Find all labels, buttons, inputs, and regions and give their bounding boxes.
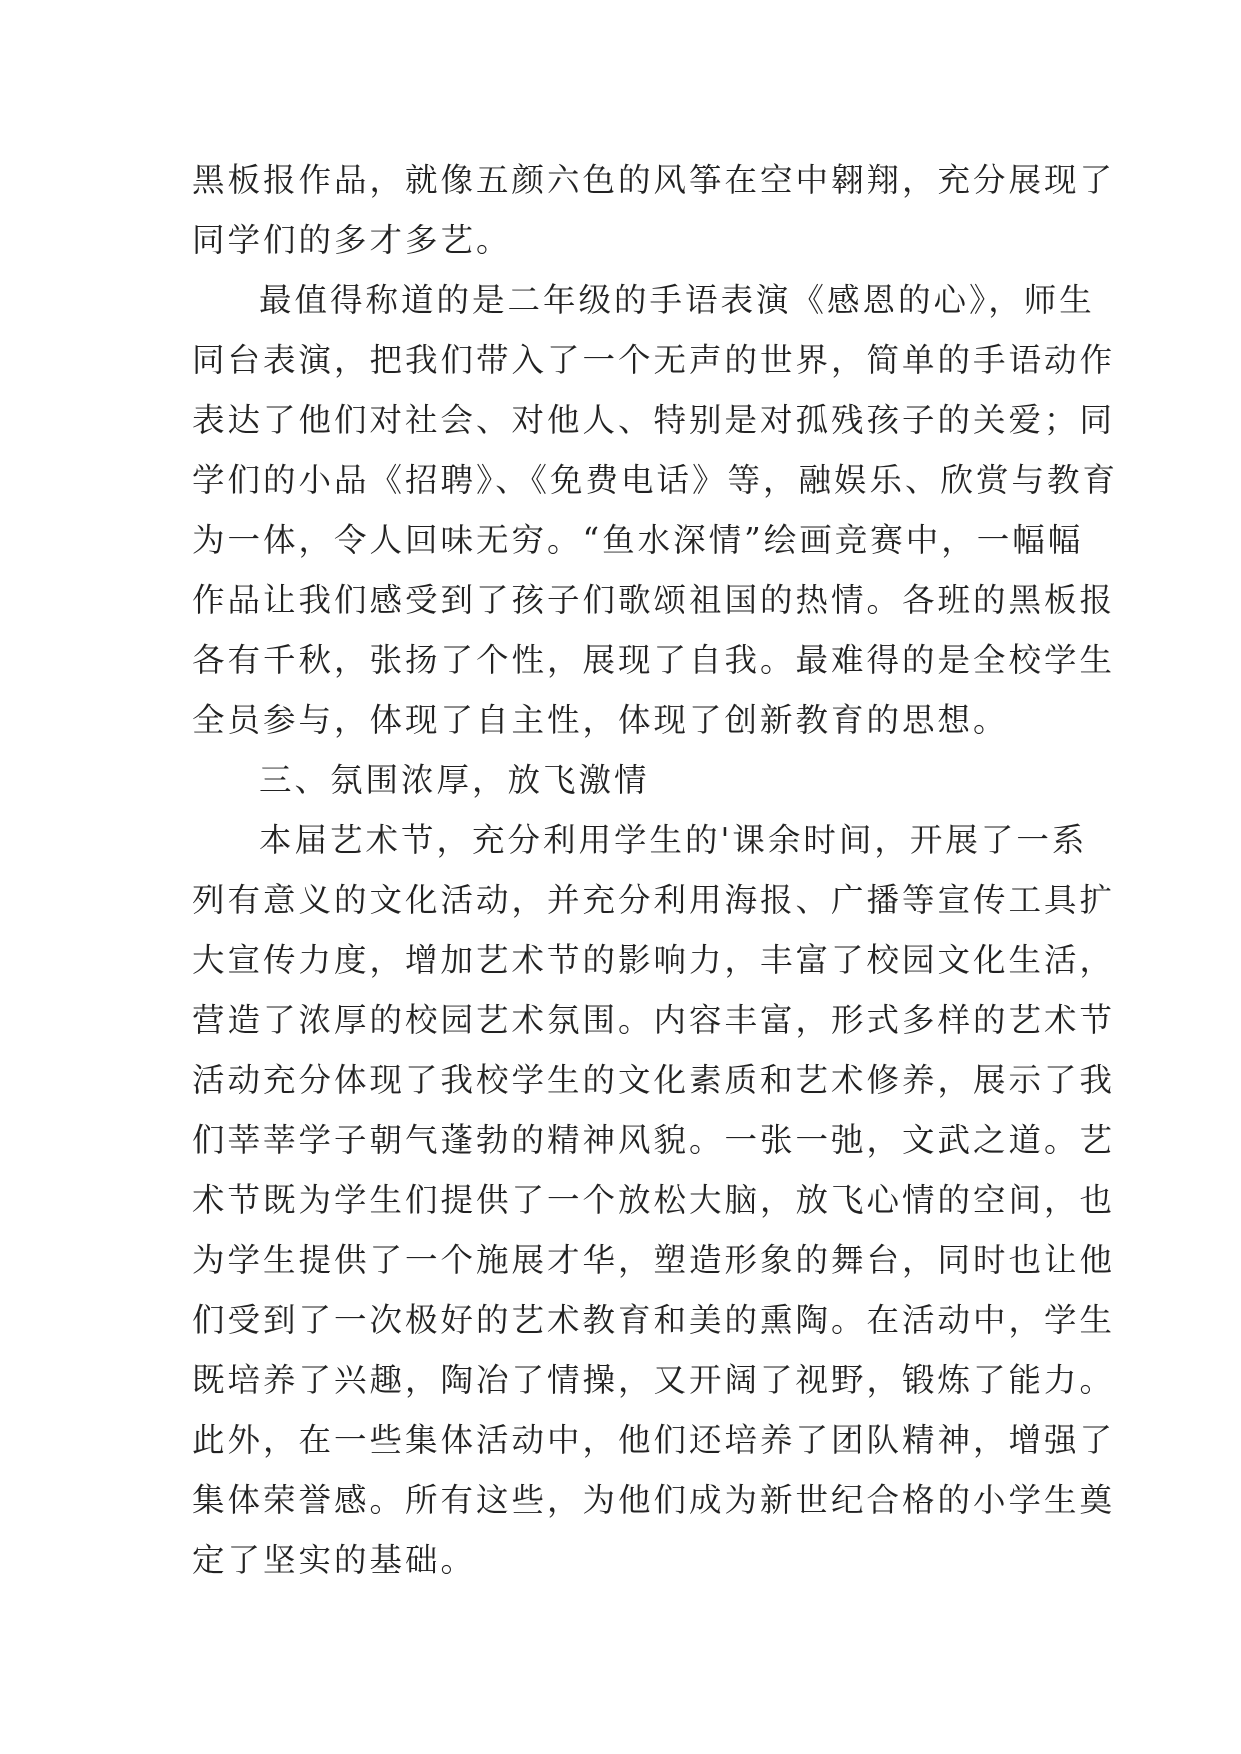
text-line: 为一体，令人回味无穷。“鱼水深情”绘画竞赛中，一幅幅: [192, 521, 1084, 559]
text-line: 各有千秋，张扬了个性，展现了自我。最难得的是全校学生: [192, 641, 1116, 679]
text-line: 同学们的多才多艺。: [192, 221, 512, 259]
text-line: 们受到了一次极好的艺术教育和美的熏陶。在活动中，学生: [192, 1301, 1116, 1339]
text-line: 表达了他们对社会、对他人、特别是对孤残孩子的关爱；同: [192, 401, 1116, 439]
text-line: 们莘莘学子朝气蓬勃的精神风貌。一张一弛，文武之道。艺: [192, 1121, 1116, 1159]
text-line: 定了坚实的基础。: [192, 1541, 477, 1579]
text-line: 为学生提供了一个施展才华，塑造形象的舞台，同时也让他: [192, 1241, 1116, 1279]
text-line: 术节既为学生们提供了一个放松大脑，放飞心情的空间，也: [192, 1181, 1116, 1219]
body-text: [192, 150, 1119, 1590]
text-line: 大宣传力度，增加艺术节的影响力，丰富了校园文化生活，: [192, 941, 1116, 979]
text-line: 三、氛围浓厚，放飞激情: [259, 761, 650, 799]
text-line: 全员参与，体现了自主性，体现了创新教育的思想。: [192, 701, 1009, 739]
text-line: 既培养了兴趣，陶冶了情操，又开阔了视野，锻炼了能力。: [192, 1361, 1116, 1399]
text-line: 黑板报作品，就像五颜六色的风筝在空中翱翔，充分展现了: [192, 161, 1116, 199]
text-line: 同台表演，把我们带入了一个无声的世界，简单的手语动作: [192, 341, 1116, 379]
text-line: 列有意义的文化活动，并充分利用海报、广播等宣传工具扩: [192, 881, 1116, 919]
text-line: 作品让我们感受到了孩子们歌颂祖国的热情。各班的黑板报: [192, 581, 1116, 619]
text-line: 集体荣誉感。所有这些，为他们成为新世纪合格的小学生奠: [192, 1481, 1116, 1519]
text-line: 本届艺术节，充分利用学生的'课余时间，开展了一系: [259, 821, 1088, 859]
text-line: 营造了浓厚的校园艺术氛围。内容丰富，形式多样的艺术节: [192, 1001, 1116, 1039]
text-line: 此外，在一些集体活动中，他们还培养了团队精神，增强了: [192, 1421, 1116, 1459]
text-line: 活动充分体现了我校学生的文化素质和艺术修养，展示了我: [192, 1061, 1116, 1099]
text-line: 最值得称道的是二年级的手语表演《感恩的心》，师生: [259, 281, 1095, 319]
text-line: 学们的小品《招聘》、《免费电话》等，融娱乐、欣赏与教育: [192, 461, 1119, 499]
